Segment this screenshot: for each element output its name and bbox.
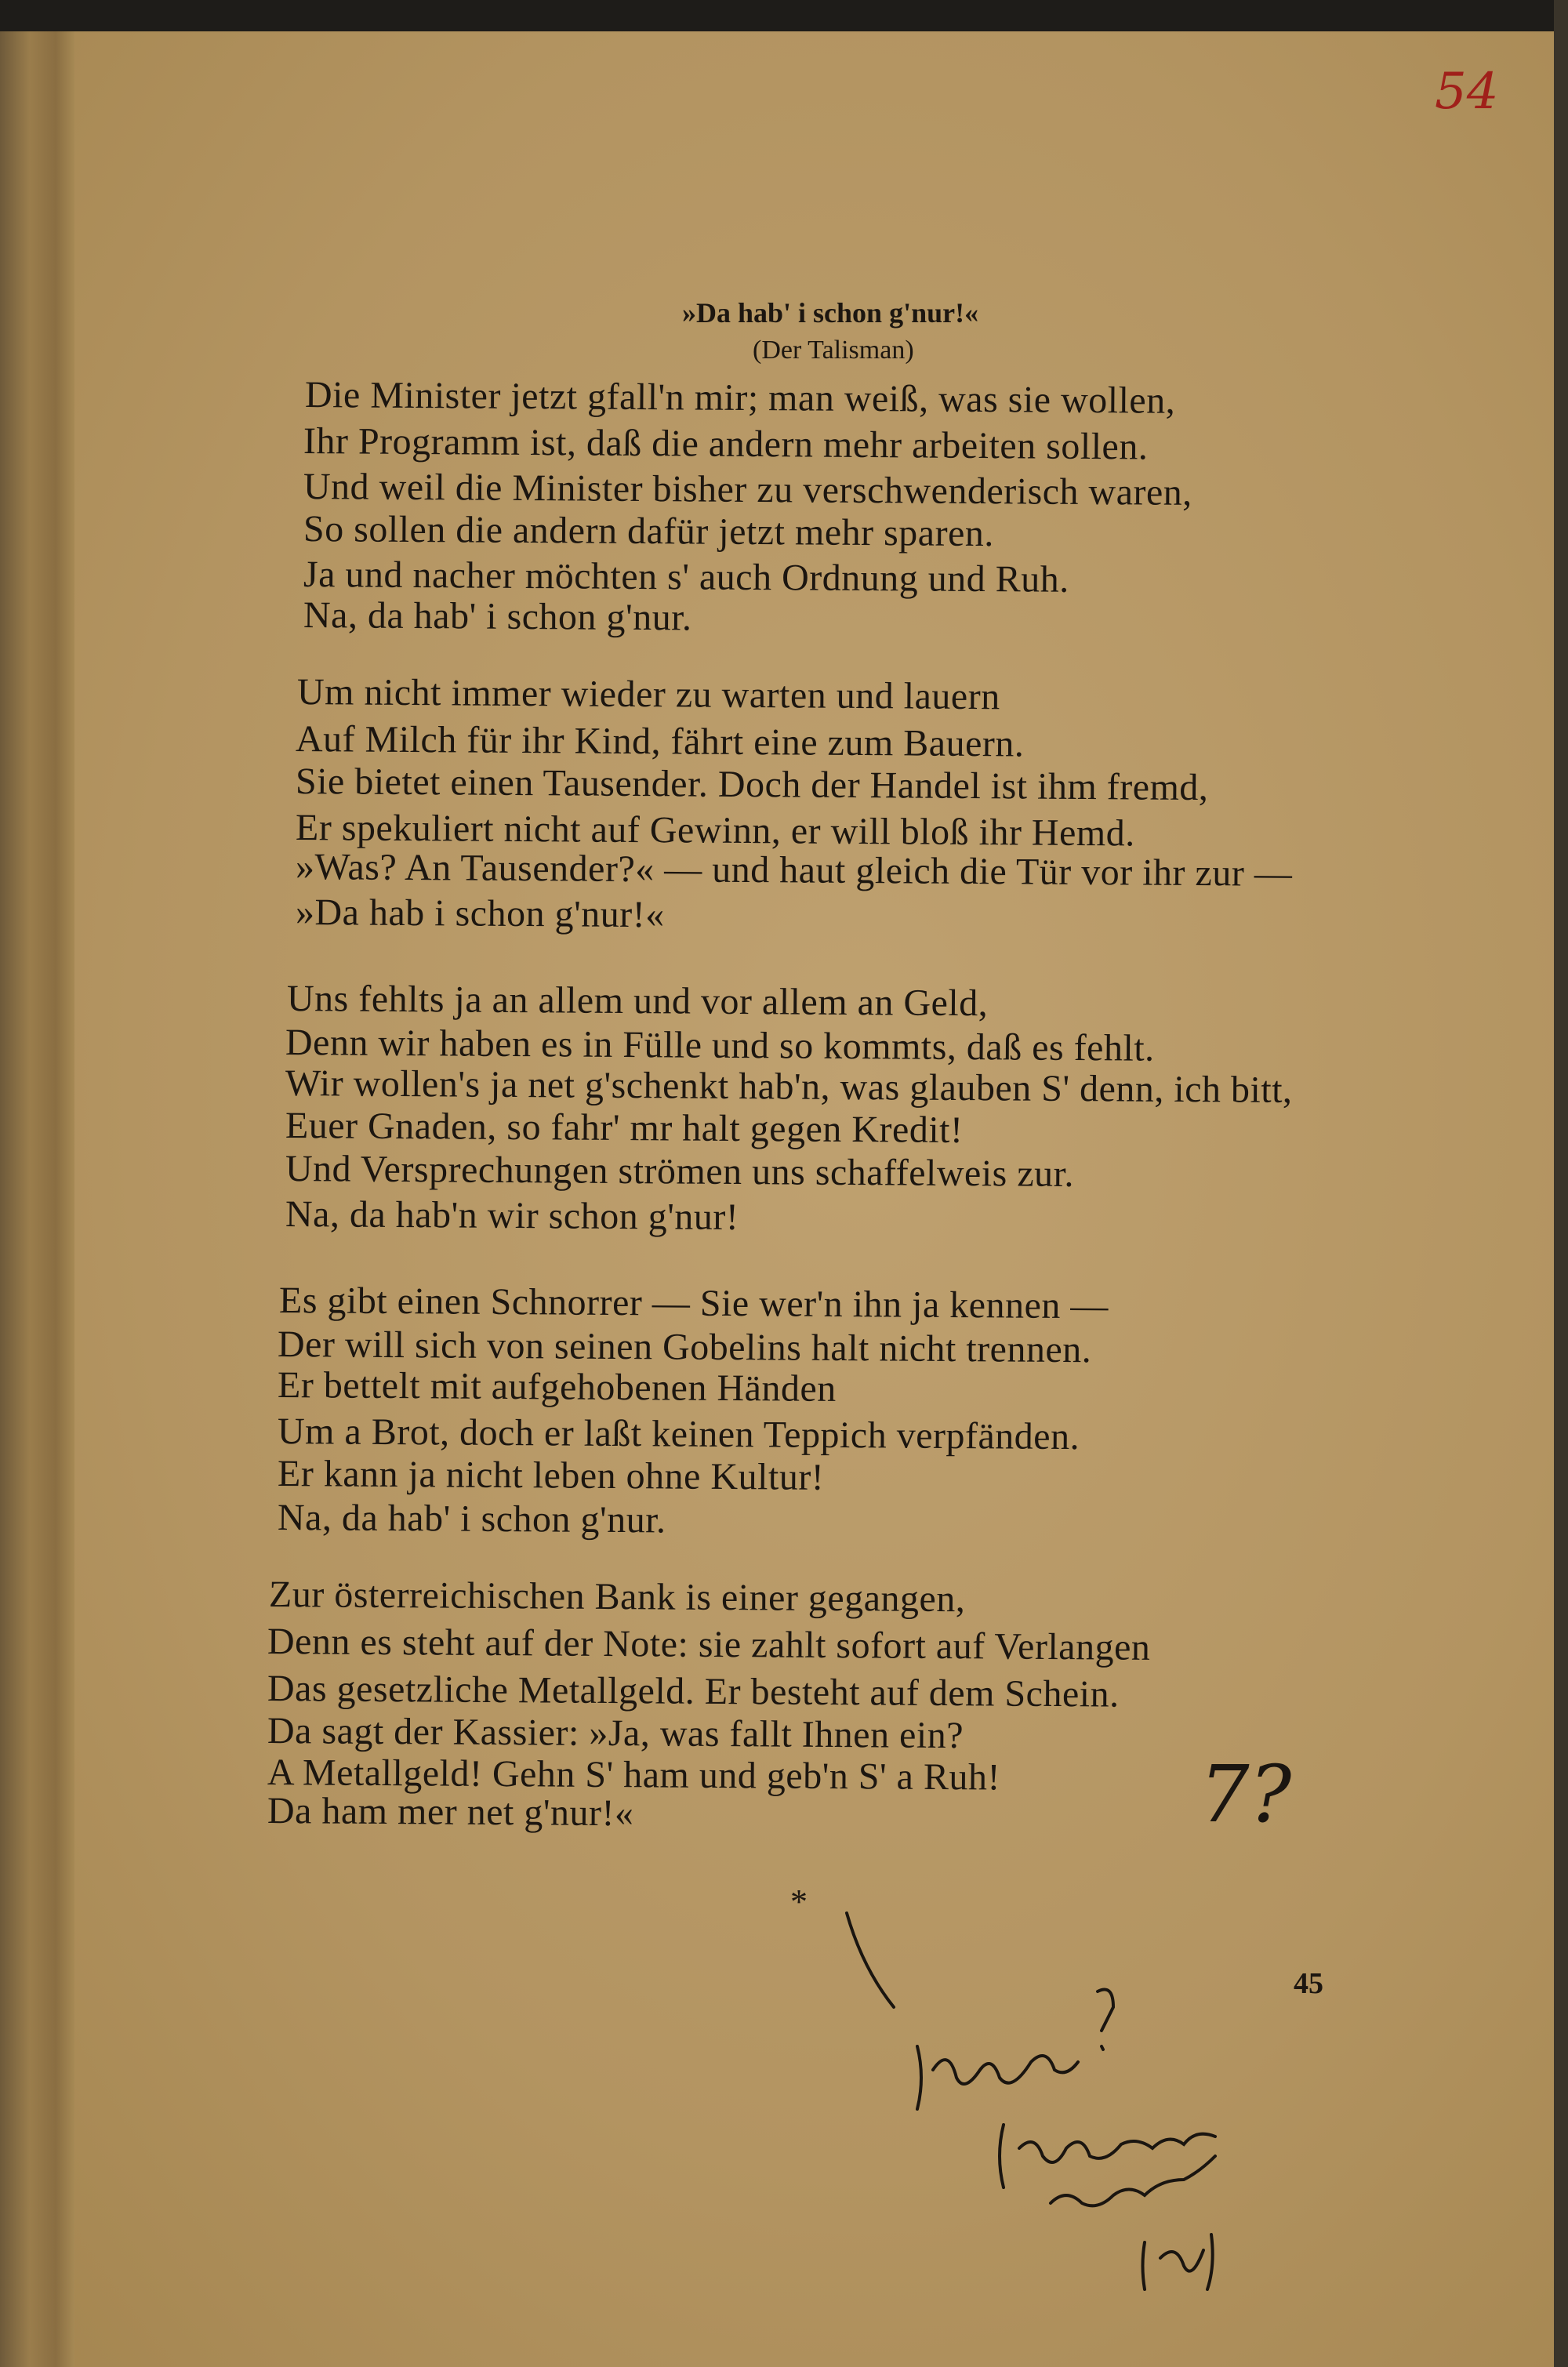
poem-line: Und Versprechungen strömen uns schaffelweis zur.	[285, 1148, 1075, 1196]
poem-line: Und weil die Minister bisher zu verschwenderisch waren,	[303, 466, 1192, 514]
poem-line: Denn es steht auf der Note: sie zahlt sofort auf Verlangen	[267, 1621, 1151, 1668]
poem-line: Er spekuliert nicht auf Gewinn, er will bloß ihr Hemd.	[295, 807, 1135, 855]
poem-title: »Da hab' i schon g'nur!«	[682, 297, 979, 329]
poem-line: Es gibt einen Schnorrer — Sie wer'n ihn ja kennen —	[278, 1280, 1109, 1327]
poem-line: Ihr Programm ist, daß die andern mehr arbeiten sollen.	[303, 420, 1149, 468]
folio-number-handwritten: 54	[1435, 63, 1499, 121]
poem-line: Er bettelt mit aufgehobenen Händen	[277, 1364, 837, 1410]
poem-line: Das gesetzliche Metallgeld. Er besteht auf dem Schein.	[267, 1668, 1120, 1715]
page-number: 45	[1294, 1967, 1323, 2000]
poem-line: Da ham mer net g'nur!«	[267, 1790, 634, 1835]
scan-top-border	[0, 0, 1568, 33]
poem-line: Wir wollen's ja net g'schenkt hab'n, was glauben S' denn, ich bitt,	[285, 1062, 1293, 1111]
scan-right-border	[1554, 0, 1568, 2367]
poem-line: Euer Gnaden, so fahr' mr halt gegen Kredit!	[285, 1105, 964, 1152]
poem-subtitle: (Der Talisman)	[753, 336, 914, 365]
poem-line: So sollen die andern dafür jetzt mehr sparen.	[303, 508, 995, 555]
poem-line: Zur österreichischen Bank is einer gegangen,	[268, 1574, 966, 1621]
poem-line: Denn wir haben es in Fülle und so kommts, daß es fehlt.	[285, 1022, 1155, 1069]
poem-line: Na, da hab'n wir schon g'nur!	[285, 1193, 739, 1239]
poem-line: »Da hab i schon g'nur!«	[295, 891, 665, 936]
poem-line: Ja und nacher möchten s' auch Ordnung und Ruh.	[303, 554, 1069, 601]
poem-line: Auf Milch für ihr Kind, fährt eine zum Bauern.	[295, 718, 1025, 765]
book-spine-edge	[0, 31, 74, 2367]
poem-line: »Was? An Tausender?« — und haut gleich die Tür vor ihr zur —	[295, 846, 1293, 895]
poem-line: Er kann ja nicht leben ohne Kultur!	[277, 1453, 825, 1498]
poem-line: Uns fehlts ja an allem und vor allem an Geld,	[286, 978, 989, 1025]
margin-mark-handwritten: 7?	[1200, 1748, 1292, 1840]
poem-line: Der will sich von seinen Gobelins halt nicht trennen.	[277, 1323, 1092, 1371]
poem-line: Da sagt der Kassier: »Ja, was fallt Ihnen ein?	[267, 1710, 964, 1757]
separator-asterisk: *	[790, 1882, 808, 1921]
poem-line: Na, da hab' i schon g'nur.	[277, 1497, 666, 1541]
poem-line: Um a Brot, doch er laßt keinen Teppich verpfänden.	[277, 1410, 1080, 1458]
poem-line: Sie bietet einen Tausender. Doch der Handel ist ihm fremd,	[295, 761, 1209, 809]
poem-line: A Metallgeld! Gehn S' ham und geb'n S' a Ruh!	[267, 1752, 1001, 1799]
poem-line: Na, da hab' i schon g'nur.	[303, 594, 692, 639]
poem-line: Um nicht immer wieder zu warten und lauern	[296, 671, 1000, 718]
poem-line: Die Minister jetzt gfall'n mir; man weiß, was sie wollen,	[304, 374, 1176, 422]
